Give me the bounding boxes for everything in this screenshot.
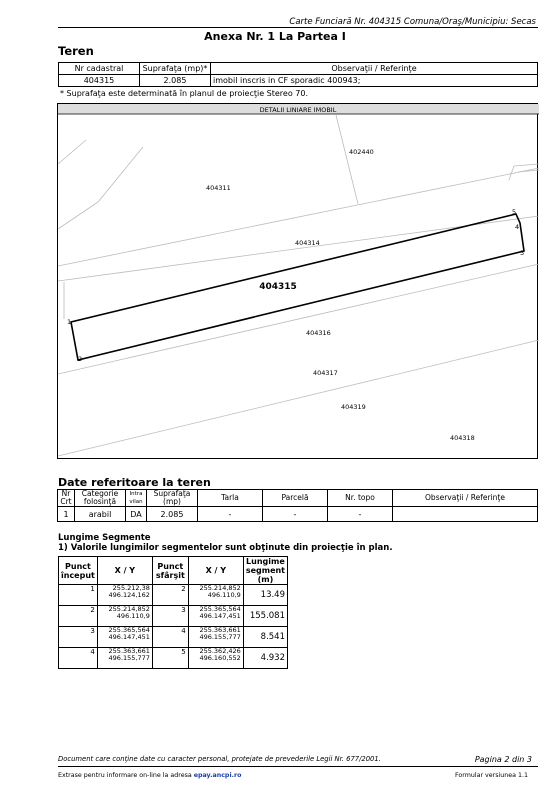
cell-p2: 3 — [152, 606, 188, 627]
col-nr-topo: Nr. topo — [328, 490, 393, 507]
cell-p2: 2 — [152, 585, 188, 606]
footer-epay-link[interactable]: epay.ancpi.ro — [193, 772, 242, 779]
xy-y: 496.155,777 — [199, 633, 241, 641]
cell-nr-topo: - — [328, 507, 393, 522]
footer-version: Formular versiunea 1.1 — [454, 772, 528, 779]
cell-xy2 — [188, 585, 243, 606]
cell-p1: 2 — [59, 606, 98, 627]
cell-p2: 4 — [152, 627, 188, 648]
xy-x: 255.362,426 — [199, 647, 241, 655]
map-drawing — [58, 104, 539, 460]
date-teren-header — [58, 490, 538, 507]
xy-y: 496.147,451 — [108, 633, 150, 641]
table-row — [58, 507, 538, 522]
cell-nr-cadastral: 404315 — [59, 75, 140, 87]
section-title-date-teren: Date referitoare la teren — [58, 476, 211, 489]
footer-extract-text: Extrase pentru informare on-line la adresa — [58, 772, 194, 779]
parcel-label-402440: 402440 — [349, 148, 374, 156]
map-title: DETALII LINIARE IMOBIL — [259, 106, 337, 114]
cell-nr-crt: 1 — [58, 507, 75, 522]
footer-extract — [58, 772, 241, 779]
parcel-label-404311: 404311 — [206, 184, 231, 192]
cell-intravilan: DA — [126, 507, 147, 522]
cadastral-map — [57, 103, 538, 459]
xy-x: 255.212,38 — [112, 584, 150, 592]
xy-x: 255.365,564 — [108, 626, 150, 634]
point-1: 1 — [67, 318, 72, 326]
xy-y: 496.124,162 — [108, 591, 150, 599]
cell-xy1 — [97, 606, 152, 627]
cell-categorie: arabil — [75, 507, 126, 522]
cell-xy1 — [97, 627, 152, 648]
page-title: Anexa Nr. 1 La Partea I — [204, 30, 346, 43]
main-parcel — [71, 214, 524, 360]
teren-table-header — [59, 63, 538, 75]
cell-p2: 5 — [152, 648, 188, 669]
cell-xy2 — [188, 648, 243, 669]
cell-length: 155.081 — [243, 606, 287, 627]
table-row — [59, 627, 288, 648]
cell-length: 13.49 — [243, 585, 287, 606]
point-5: 5 — [512, 208, 517, 216]
page-number: Pagina 2 din 3 — [474, 755, 532, 764]
col-categorie: Categorie folosinţă — [75, 490, 126, 507]
cell-observatii — [393, 507, 538, 522]
parcel-label-404319: 404319 — [341, 403, 366, 411]
suprafata-note: * Suprafaţa este determinată în planul de proiecţie Stereo 70. — [60, 89, 309, 98]
parcel-label-404314: 404314 — [295, 239, 320, 247]
xy-y: 496.155,777 — [108, 654, 150, 662]
point-2: 2 — [78, 355, 83, 363]
parcel-label-404318: 404318 — [450, 434, 475, 442]
segmente-subtitle: 1) Valorile lungimilor segmentelor sunt obţinute din proiecţie în plan. — [58, 543, 393, 553]
col-nr-crt: Nr Crt — [58, 490, 75, 507]
table-row — [59, 648, 288, 669]
xy-x: 255.214,852 — [199, 584, 241, 592]
segmente-table — [58, 556, 288, 669]
col-xy-start: X / Y — [97, 557, 152, 585]
section-title-teren: Teren — [58, 44, 94, 58]
col-lungime: Lungime segment (m) — [243, 557, 287, 585]
xy-y: 496.110,9 — [207, 591, 241, 599]
header-cf-info: Carte Funciară Nr. 404315 Comuna/Oraş/Municipiu: Secas — [289, 17, 536, 27]
footer-divider — [58, 766, 538, 767]
cell-xy1 — [97, 585, 152, 606]
main-parcel-label: 404315 — [259, 282, 297, 292]
cell-parcela: - — [263, 507, 328, 522]
table-row — [59, 606, 288, 627]
col-parcela: Parcelă — [263, 490, 328, 507]
xy-x: 255.363,661 — [199, 626, 241, 634]
cell-tarla: - — [198, 507, 263, 522]
col-punct-sfarsit: Punct sfârşit — [152, 557, 188, 585]
cell-xy2 — [188, 606, 243, 627]
col-suprafata: Suprafaţa (mp) — [147, 490, 198, 507]
cell-observatii: imobil inscris in CF sporadic 400943; — [211, 75, 538, 87]
table-row — [59, 585, 288, 606]
col-nr-cadastral: Nr cadastral — [59, 63, 140, 75]
xy-y: 496.147,451 — [199, 612, 241, 620]
parcel-label-404317: 404317 — [313, 369, 338, 377]
parcel-labels — [206, 148, 475, 442]
xy-x: 255.363,661 — [108, 647, 150, 655]
cell-length: 4.932 — [243, 648, 287, 669]
cell-xy2 — [188, 627, 243, 648]
header-divider — [58, 27, 538, 28]
col-observatii: Observaţii / Referinţe — [211, 63, 538, 75]
col-observatii: Observaţii / Referinţe — [393, 490, 538, 507]
cell-p1: 3 — [59, 627, 98, 648]
cell-xy1 — [97, 648, 152, 669]
footer-privacy-note: Document care conţine date cu caracter personal, protejate de prevederile Legii Nr. 677/2001. — [58, 755, 381, 763]
neighbor-boundaries — [58, 115, 539, 456]
point-4: 4 — [515, 223, 520, 231]
xy-y: 496.160,552 — [199, 654, 241, 662]
col-tarla: Tarla — [198, 490, 263, 507]
cell-p1: 4 — [59, 648, 98, 669]
cell-p1: 1 — [59, 585, 98, 606]
date-teren-table — [57, 489, 538, 522]
col-xy-end: X / Y — [188, 557, 243, 585]
col-intravilan: Intra vilan — [126, 490, 147, 507]
table-row — [59, 75, 538, 87]
cell-suprafata: 2.085 — [147, 507, 198, 522]
teren-table — [58, 62, 538, 87]
section-title-segmente: Lungime Segmente — [58, 533, 151, 543]
col-punct-inceput: Punct început — [59, 557, 98, 585]
col-suprafata: Suprafaţa (mp)* — [140, 63, 211, 75]
cell-suprafata: 2.085 — [140, 75, 211, 87]
xy-x: 255.365,564 — [199, 605, 241, 613]
cell-length: 8.541 — [243, 627, 287, 648]
parcel-label-404316: 404316 — [306, 329, 331, 337]
segmente-header — [59, 557, 288, 585]
point-3: 3 — [520, 249, 525, 257]
xy-y: 496.110,9 — [116, 612, 150, 620]
xy-x: 255.214,852 — [108, 605, 150, 613]
